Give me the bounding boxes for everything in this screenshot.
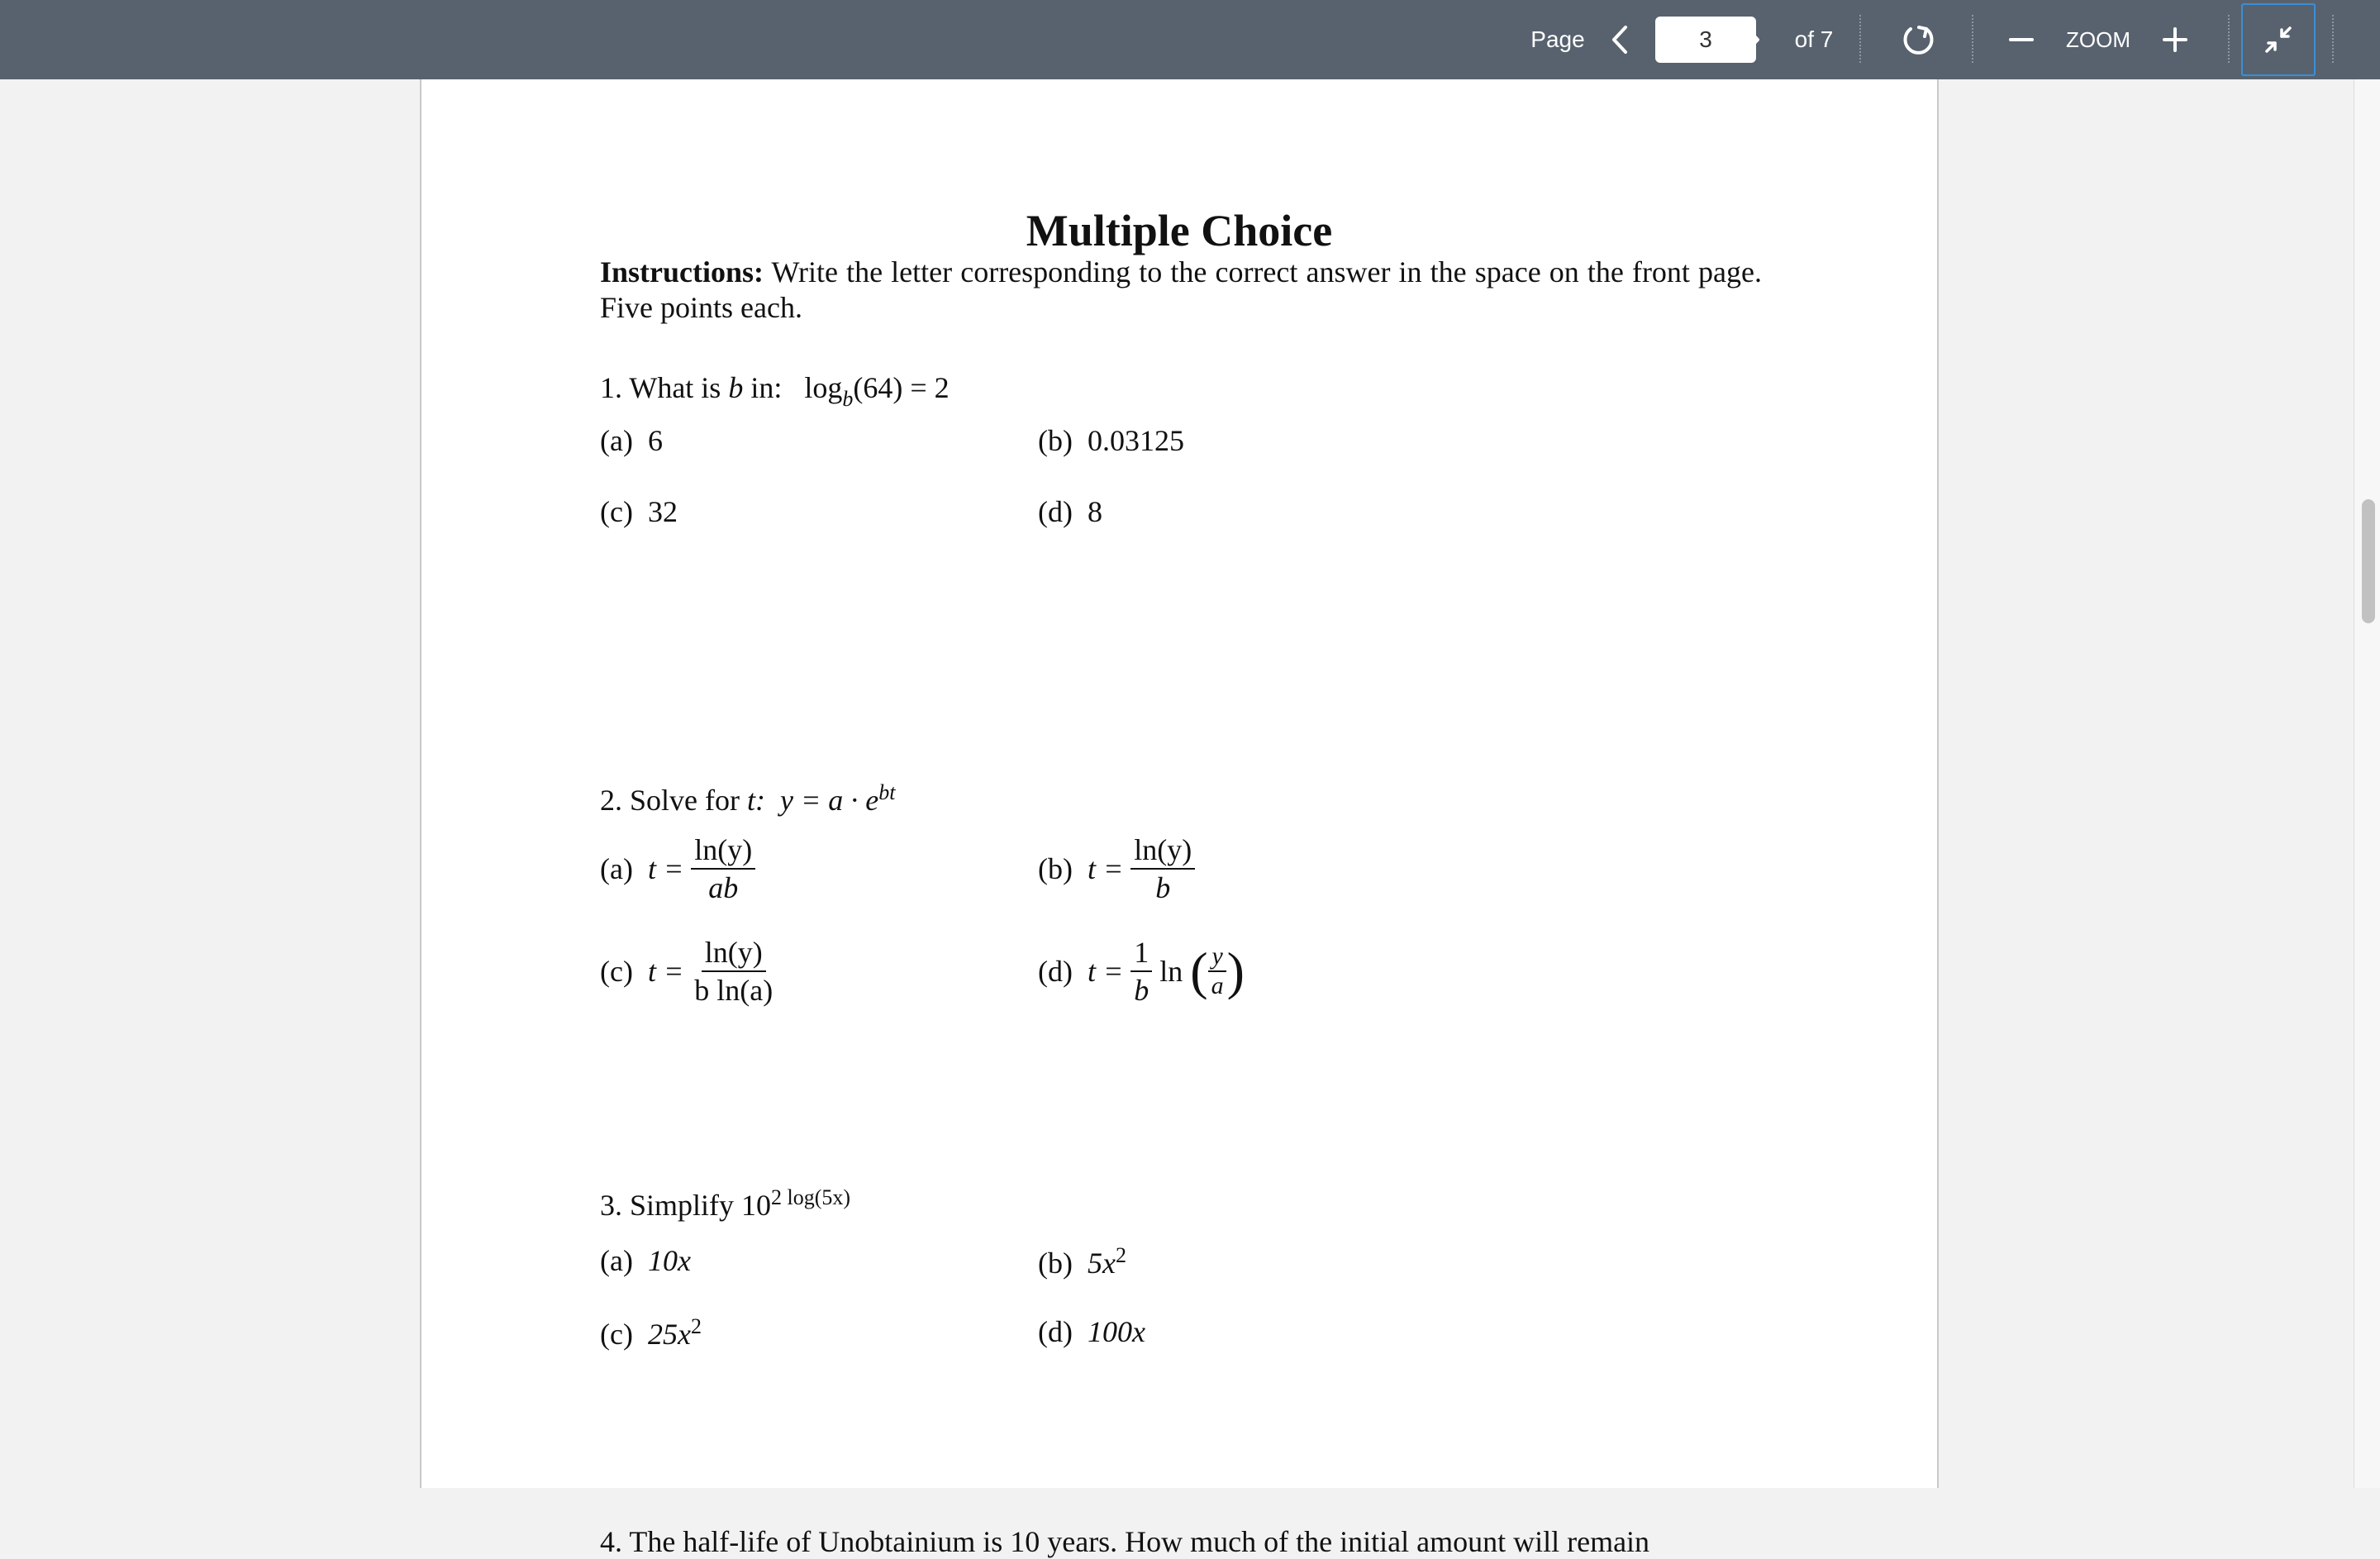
q2-variable: t: xyxy=(746,784,765,817)
denominator: b xyxy=(1134,974,1150,1007)
option-label: (c) xyxy=(600,495,633,528)
q1-option-a[interactable] xyxy=(600,423,663,458)
q2-prompt-text: 2. Solve for xyxy=(600,784,740,817)
document-page xyxy=(420,79,1939,1558)
q2-equation: y = a · e xyxy=(779,784,879,817)
fraction xyxy=(691,832,755,906)
numerator: ln(y) xyxy=(691,832,755,870)
minus-icon xyxy=(2008,26,2035,53)
q1-in-text: in: xyxy=(750,371,783,404)
viewer-toolbar xyxy=(0,0,2380,79)
question-3-prompt xyxy=(600,1185,850,1223)
q3-option-a[interactable] xyxy=(600,1243,691,1278)
zoom-in-button[interactable] xyxy=(2157,0,2193,79)
q3-exponent: 2 log(5x) xyxy=(771,1185,851,1209)
q2-exponent: bt xyxy=(878,780,896,804)
numerator: 1 xyxy=(1130,934,1152,972)
option-exponent: 2 xyxy=(690,1314,702,1338)
q1-prompt-text: 1. What is xyxy=(600,371,721,404)
option-label: (b) xyxy=(1038,1247,1073,1280)
q3-option-b[interactable] xyxy=(1038,1243,1126,1280)
instructions xyxy=(600,255,1762,326)
close-paren: ) xyxy=(1226,942,1245,1000)
q1-option-b[interactable] xyxy=(1038,423,1184,458)
chevron-right-icon xyxy=(1743,25,1761,55)
fraction xyxy=(1130,934,1152,1008)
fraction xyxy=(1130,832,1195,906)
option-label: (d) xyxy=(1038,1315,1073,1348)
q1-log-base: b xyxy=(842,387,854,411)
fraction xyxy=(691,934,776,1008)
scrollbar-track[interactable] xyxy=(2354,79,2380,1488)
collapse-arrows-icon xyxy=(2262,23,2295,56)
q1-variable: b xyxy=(728,371,744,404)
option-label: (c) xyxy=(600,955,633,988)
option-value: 8 xyxy=(1087,495,1102,528)
option-label: (a) xyxy=(600,852,633,885)
denominator: ab xyxy=(708,871,739,904)
q1-option-c[interactable] xyxy=(600,494,678,529)
toolbar-divider xyxy=(2332,15,2334,63)
option-label: (b) xyxy=(1038,424,1073,457)
q2-option-b[interactable] xyxy=(1038,832,1195,906)
rotate-button[interactable] xyxy=(1897,0,1939,79)
q1-option-d[interactable] xyxy=(1038,494,1102,529)
scrollbar-thumb[interactable] xyxy=(2362,499,2375,623)
option-label: (a) xyxy=(600,424,633,457)
option-value: 5x xyxy=(1087,1247,1116,1280)
toolbar-divider xyxy=(1859,15,1861,63)
page-title: Multiple Choice xyxy=(1026,206,1333,255)
option-value: 0.03125 xyxy=(1087,424,1184,457)
instructions-label: Instructions: xyxy=(600,255,764,288)
q3-option-d[interactable] xyxy=(1038,1314,1145,1349)
option-label: (d) xyxy=(1038,495,1073,528)
q3-prompt-text: 3. Simplify 10 xyxy=(600,1189,772,1222)
option-value: 100x xyxy=(1087,1315,1145,1348)
toolbar-divider xyxy=(2228,15,2230,63)
denominator: b xyxy=(1155,871,1171,904)
next-page-button[interactable] xyxy=(1734,0,1770,79)
numerator: y xyxy=(1208,942,1226,972)
option-lhs: t = xyxy=(647,955,684,988)
question-1-prompt xyxy=(600,370,950,411)
option-label: (d) xyxy=(1038,955,1073,988)
exit-fullscreen-button[interactable] xyxy=(2241,3,2316,76)
q2-option-a[interactable] xyxy=(600,832,755,906)
instructions-text: Write the letter corresponding to the correct answer in the space on the front page. Five points each. xyxy=(600,255,1762,324)
option-value: 6 xyxy=(647,424,663,457)
denominator: a xyxy=(1211,972,1224,999)
question-4-prompt: 4. The half-life of Unobtainium is 10 years. How much of the initial amount will remain xyxy=(600,1525,1650,1558)
numerator: ln(y) xyxy=(1130,832,1195,870)
option-label: (c) xyxy=(600,1318,633,1351)
toolbar-divider xyxy=(1972,15,1973,63)
numerator: ln(y) xyxy=(702,934,766,972)
page-label: Page xyxy=(1530,26,1585,52)
q1-equation: (64) = 2 xyxy=(853,371,950,404)
option-value: 32 xyxy=(647,495,678,528)
q2-option-d[interactable] xyxy=(1038,934,1245,1008)
q3-option-c[interactable] xyxy=(600,1314,702,1352)
rotate-icon xyxy=(1901,22,1935,57)
q2-option-c[interactable] xyxy=(600,934,776,1008)
open-paren: ( xyxy=(1190,942,1208,1000)
question-2-prompt xyxy=(600,780,895,818)
ln-operator: ln xyxy=(1159,955,1183,988)
option-label: (a) xyxy=(600,1244,633,1277)
option-lhs: t = xyxy=(647,852,684,885)
previous-page-button[interactable] xyxy=(1602,0,1638,79)
option-lhs: t = xyxy=(1087,852,1124,885)
inner-fraction xyxy=(1208,942,1227,1000)
chevron-left-icon xyxy=(1611,25,1629,55)
option-lhs: t = xyxy=(1087,955,1124,988)
option-exponent: 2 xyxy=(1115,1243,1126,1267)
denominator: b ln(a) xyxy=(694,974,774,1007)
zoom-label: ZOOM xyxy=(2066,26,2130,52)
total-pages-label: of 7 xyxy=(1794,26,1834,52)
plus-icon xyxy=(2162,26,2188,53)
zoom-out-button[interactable] xyxy=(2003,0,2040,79)
option-label: (b) xyxy=(1038,852,1073,885)
option-value: 10x xyxy=(647,1244,691,1277)
q1-log: log xyxy=(804,371,843,404)
option-value: 25x xyxy=(647,1318,691,1351)
